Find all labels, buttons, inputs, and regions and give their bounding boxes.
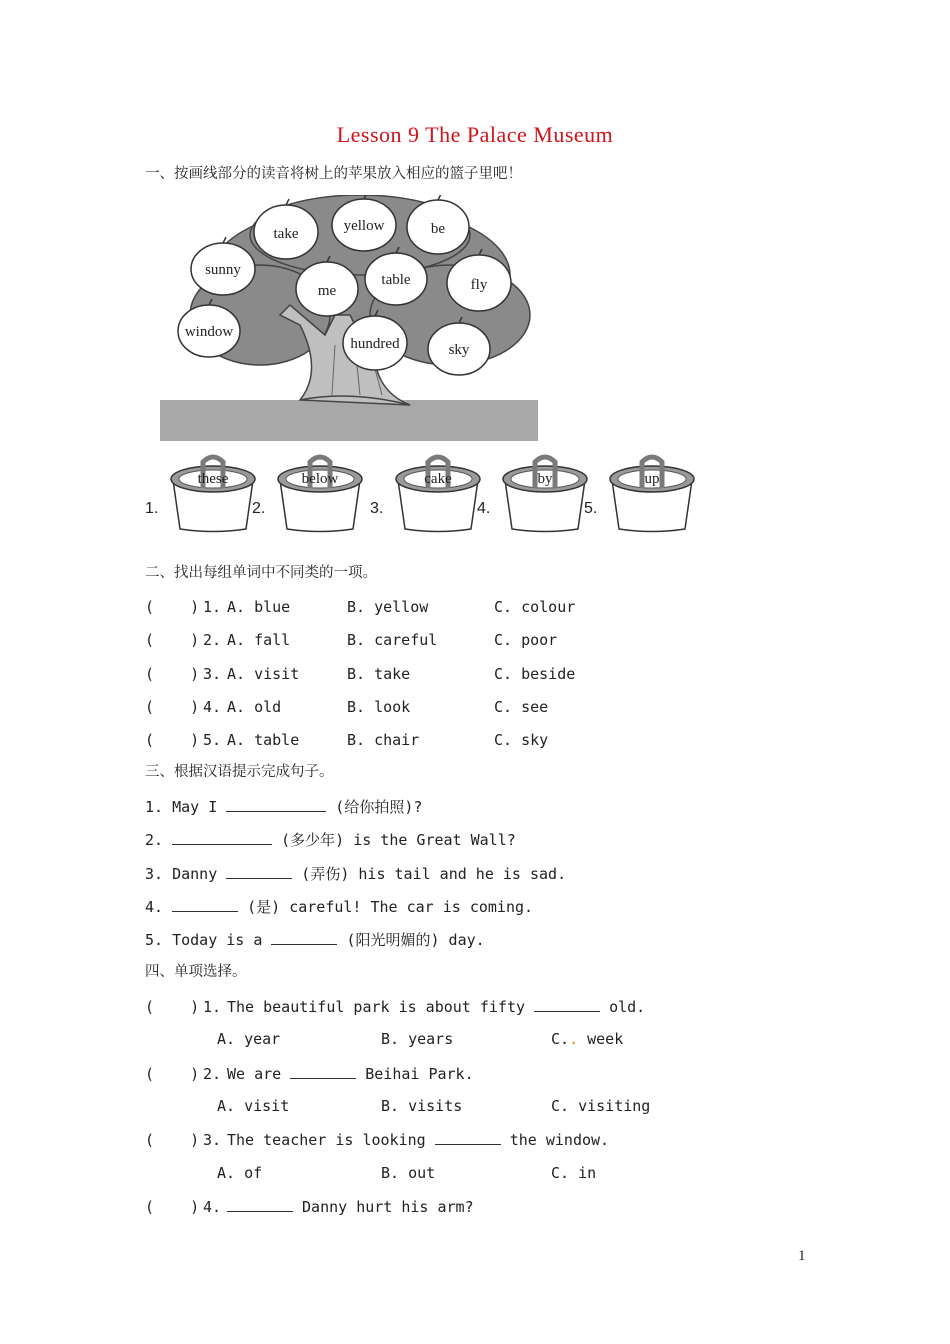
answer-blank[interactable] — [271, 929, 337, 945]
apple-word-window: window — [184, 324, 234, 340]
sentence-row — [145, 796, 422, 817]
answer-paren: ( ) — [145, 998, 200, 1016]
sentence-end: (弄伤) his tail and he is sad. — [292, 864, 567, 883]
sentence-row — [145, 929, 485, 950]
sentence-end: (给你拍照)? — [326, 798, 423, 816]
bucket-1 — [145, 457, 255, 532]
sentence-row — [145, 829, 516, 850]
answer-blank[interactable] — [226, 863, 292, 879]
question-number: 5. — [203, 731, 222, 750]
bucket-number: 2. — [252, 500, 266, 517]
answer-blank[interactable] — [172, 896, 238, 912]
option-c-letter: C. — [551, 1030, 570, 1049]
option-c: C. see — [494, 697, 549, 716]
option-c — [551, 1096, 650, 1116]
mc-question-row — [145, 1129, 609, 1150]
answer-paren: ( ) — [145, 1197, 200, 1216]
bucket-2 — [252, 457, 362, 532]
sentence-start: 3. Danny — [145, 864, 227, 883]
option-b: B. out — [381, 1163, 436, 1182]
page-number: 1 — [798, 1248, 806, 1264]
answer-paren: ( ) — [145, 697, 200, 716]
bucket-5 — [584, 457, 694, 532]
choice-row — [145, 697, 548, 717]
option-c: C. beside — [494, 664, 576, 683]
answer-paren: ( ) — [145, 731, 200, 750]
option-b: B. careful — [347, 631, 438, 650]
option-a: A. visit — [217, 1096, 290, 1115]
option-b: B. look — [347, 697, 411, 716]
question-text-end: Beihai Park. — [356, 1064, 474, 1083]
apple-tree-illustration — [160, 195, 540, 445]
choice-row — [145, 597, 575, 617]
options-row — [217, 1096, 650, 1116]
bucket-number: 4. — [477, 500, 491, 517]
option-c: C. sky — [494, 731, 549, 750]
apple-word-table: table — [381, 272, 411, 288]
question-number: 2. — [203, 1064, 222, 1083]
apple-word-take: take — [273, 226, 299, 242]
sentence-row — [145, 863, 566, 884]
option-c-word: visiting — [569, 1096, 651, 1115]
bucket-4 — [477, 457, 587, 532]
question-number: 1. — [203, 598, 222, 616]
option-c-word: week — [578, 1030, 624, 1049]
bucket-word-by: by — [537, 471, 553, 487]
choice-row — [145, 664, 575, 684]
answer-paren: ( ) — [145, 1131, 200, 1150]
question-text-start: The teacher is looking — [227, 1131, 435, 1150]
sentence-row — [145, 896, 533, 917]
answer-blank[interactable] — [227, 1196, 293, 1212]
section-3-heading: 三、根据汉语提示完成句子。 — [145, 764, 334, 780]
apple-word-sky: sky — [448, 342, 470, 358]
option-b: B. take — [347, 664, 411, 683]
question-number: 4. — [203, 697, 222, 716]
mc-question-row — [145, 1063, 474, 1084]
section-1-heading: 一、按画线部分的读音将树上的苹果放入相应的篮子里吧！ — [145, 166, 522, 182]
option-a: A. blue — [227, 598, 291, 616]
mc-question-row — [145, 1196, 474, 1217]
question-number: 3. — [203, 664, 222, 683]
option-c: C. colour — [494, 598, 576, 616]
answer-paren: ( ) — [145, 1064, 200, 1083]
section-4-heading: 四、单项选择。 — [145, 964, 247, 980]
choice-row — [145, 730, 548, 750]
bucket-number: 1. — [145, 500, 159, 517]
answer-blank[interactable] — [226, 796, 326, 812]
bucket-word-these: these — [197, 471, 229, 487]
sentence-end: (多少年) is the Great Wall? — [272, 831, 516, 850]
option-a: A. table — [227, 731, 300, 750]
question-number: 2. — [203, 631, 222, 650]
apple-word-sunny: sunny — [205, 262, 241, 278]
question-text-start: The beautiful park is about fifty — [227, 998, 535, 1016]
option-c: C. poor — [494, 631, 558, 650]
mc-question-row — [145, 996, 645, 1017]
answer-blank[interactable] — [290, 1063, 356, 1079]
option-b: B. years — [381, 1030, 454, 1049]
option-a: A. visit — [227, 664, 300, 683]
answer-blank[interactable] — [172, 829, 272, 845]
option-b: B. visits — [381, 1096, 463, 1115]
option-c-word: in — [569, 1163, 597, 1182]
bucket-word-below: below — [301, 471, 339, 487]
option-c — [551, 1029, 623, 1049]
options-row — [217, 1029, 623, 1049]
option-a: A. old — [227, 697, 282, 716]
options-row — [217, 1163, 596, 1183]
option-c — [551, 1163, 596, 1183]
apple-word-me: me — [317, 283, 337, 299]
sentence-start: 1. May I — [145, 798, 227, 816]
option-a: A. of — [217, 1163, 263, 1182]
choice-row — [145, 630, 557, 650]
sentence-start: 2. — [145, 831, 173, 850]
answer-blank[interactable] — [435, 1129, 501, 1145]
apple-word-yellow: yellow — [343, 218, 385, 234]
question-text-end: old. — [600, 998, 646, 1016]
apple-word-hundred: hundred — [350, 336, 400, 352]
bucket-row — [140, 450, 710, 546]
question-number: 4. — [203, 1197, 222, 1216]
sentence-end: (是) careful! The car is coming. — [238, 897, 534, 916]
bucket-number: 5. — [584, 500, 598, 517]
sentence-start: 4. — [145, 897, 173, 916]
page-title: Lesson 9 The Palace Museum — [336, 122, 614, 147]
option-b: B. chair — [347, 731, 420, 750]
option-a: A. fall — [227, 631, 291, 650]
bucket-number: 3. — [370, 500, 384, 517]
option-a: A. year — [217, 1030, 281, 1049]
question-number: 1. — [203, 998, 222, 1016]
option-c-letter: C. — [551, 1163, 570, 1182]
section-2-heading: 二、找出每组单词中不同类的一项。 — [145, 565, 377, 581]
bucket-word-up: up — [644, 471, 660, 487]
bucket-3 — [370, 457, 480, 532]
apple-word-be: be — [430, 221, 446, 237]
apple-word-fly: fly — [470, 277, 488, 293]
sentence-start: 5. Today is a — [145, 931, 272, 950]
option-c-letter: C. — [551, 1096, 570, 1115]
answer-paren: ( ) — [145, 598, 200, 616]
answer-paren: ( ) — [145, 631, 200, 650]
question-number: 3. — [203, 1131, 222, 1150]
question-text-end: the window. — [500, 1131, 610, 1150]
stray-dot: . — [569, 1030, 579, 1049]
bucket-word-cake: cake — [424, 471, 452, 487]
answer-paren: ( ) — [145, 664, 200, 683]
sentence-end: (阳光明媚的) day. — [337, 931, 485, 950]
option-b: B. yellow — [347, 598, 429, 616]
question-text-end: Danny hurt his arm? — [293, 1197, 474, 1216]
question-text-start: We are — [227, 1064, 291, 1083]
answer-blank[interactable] — [534, 996, 600, 1012]
